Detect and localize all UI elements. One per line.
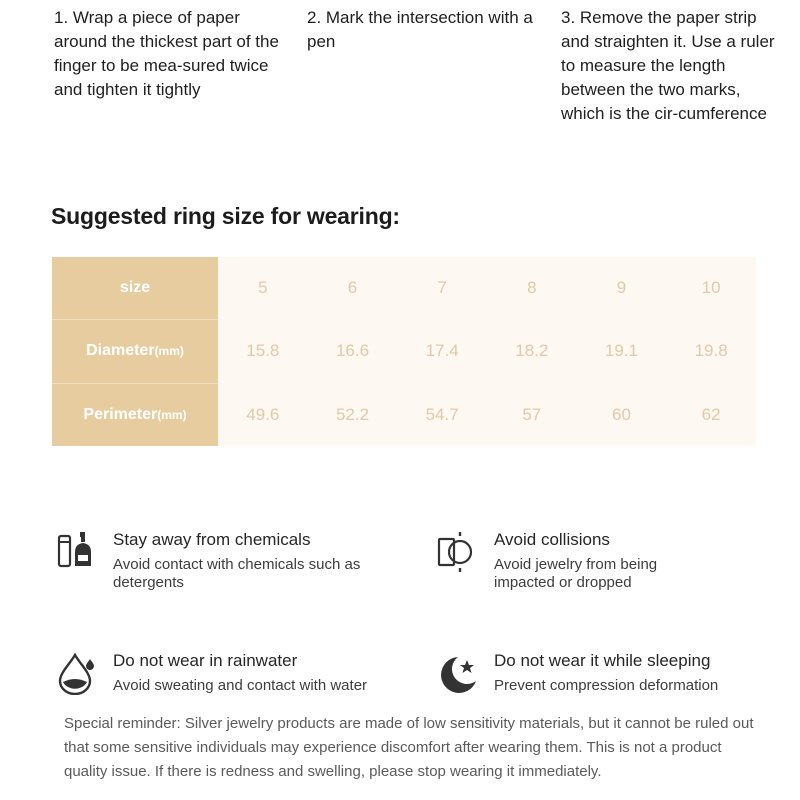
table-row <box>52 257 756 320</box>
table-cell: 18.2 <box>487 320 577 383</box>
collision-icon <box>436 530 480 574</box>
row-header-unit: (mm) <box>154 344 184 359</box>
table-cell: 15.8 <box>218 320 308 383</box>
row-header <box>52 383 218 446</box>
table-row <box>52 383 756 446</box>
care-rainwater-title: Do not wear in rainwater <box>113 651 298 670</box>
special-reminder: Special reminder: Silver jewelry products are made of low sensitivity materials, but it cannot be ruled out that some sensitive individuals may experience discomfort after wearing them. This is not a product quality issue. If there is redness and swelling, please stop wearing it immediately. <box>64 715 754 780</box>
moon-star-icon <box>436 651 480 695</box>
table-cell: 10 <box>666 257 756 320</box>
table-cell: 9 <box>577 257 667 320</box>
table-row <box>52 320 756 383</box>
care-chemicals-desc: Avoid contact with chemicals such as detergents <box>113 556 361 591</box>
step-2-text: 2. Mark the intersection with a pen <box>307 8 533 51</box>
care-collisions-desc: Avoid jewelry from being impacted or dropped <box>494 556 658 591</box>
row-header <box>52 320 218 383</box>
care-rainwater-desc: Avoid sweating and contact with water <box>113 677 368 694</box>
table-cell: 57 <box>487 383 577 446</box>
care-collisions <box>436 530 776 600</box>
table-cell: 19.8 <box>666 320 756 383</box>
ring-size-table <box>52 257 756 446</box>
table-cell: 60 <box>577 383 667 446</box>
care-sleeping <box>436 651 796 701</box>
care-rainwater <box>55 651 415 701</box>
row-header-label: Diameter <box>86 342 155 360</box>
chemical-bottles-icon <box>55 530 99 574</box>
table-cell: 16.6 <box>308 320 398 383</box>
table-cell: 17.4 <box>397 320 487 383</box>
ring-size-heading: Suggested ring size for wearing: <box>51 203 400 229</box>
care-chemicals-title: Stay away from chemicals <box>113 530 311 549</box>
table-cell: 62 <box>666 383 756 446</box>
table-cell: 6 <box>308 257 398 320</box>
row-header-label: size <box>119 279 151 297</box>
care-chemicals <box>55 530 395 600</box>
table-cell: 7 <box>397 257 487 320</box>
row-header <box>52 257 218 320</box>
row-header-unit: (mm) <box>157 407 187 422</box>
table-cell: 54.7 <box>397 383 487 446</box>
table-cell: 19.1 <box>577 320 667 383</box>
table-cell: 5 <box>218 257 308 320</box>
table-cell: 49.6 <box>218 383 308 446</box>
table-cell: 8 <box>487 257 577 320</box>
care-sleeping-title: Do not wear it while sleeping <box>494 651 711 670</box>
care-collisions-title: Avoid collisions <box>494 530 610 549</box>
row-header-label: Perimeter <box>83 405 158 423</box>
step-3-text: 3. Remove the paper strip and straighten it. Use a ruler to measure the length between the two marks, which is the cir-cumference <box>561 8 775 123</box>
step-1-text: 1. Wrap a piece of paper around the thickest part of the finger to be mea-sured twice and tighten it tightly <box>54 8 279 99</box>
care-sleeping-desc: Prevent compression deformation <box>494 677 719 694</box>
table-cell: 52.2 <box>308 383 398 446</box>
water-drop-icon <box>55 651 99 695</box>
